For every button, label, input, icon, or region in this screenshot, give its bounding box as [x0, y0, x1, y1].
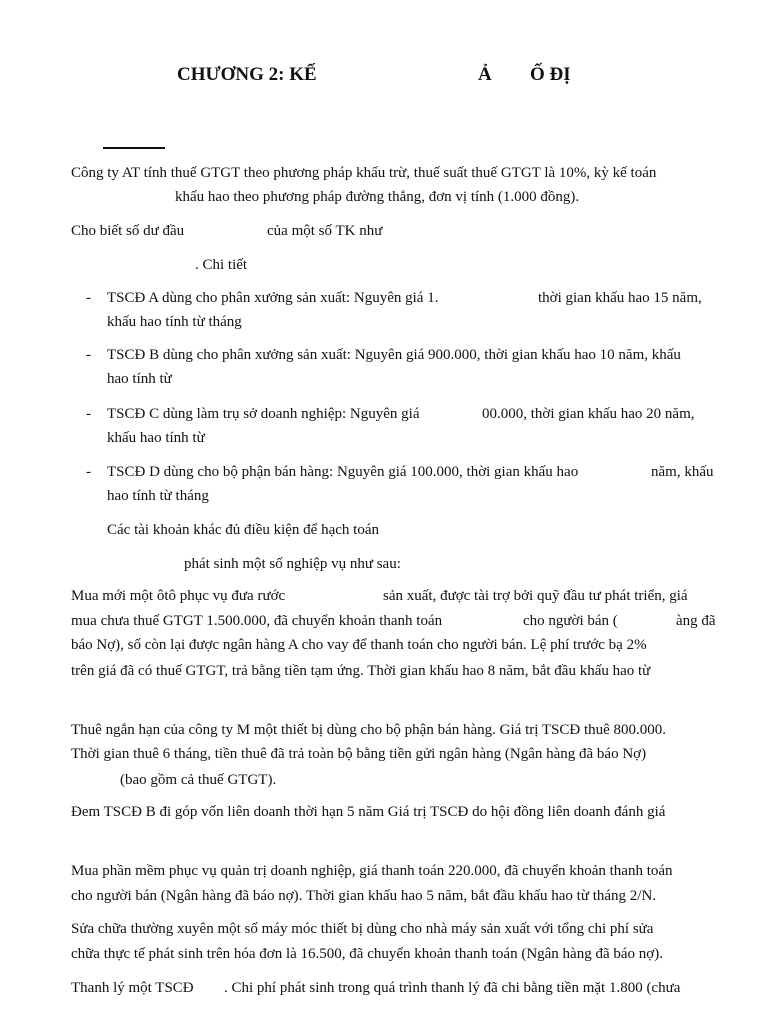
asset-a-line1a: TSCĐ A dùng cho phân xưởng sản xuất: Nguyên giá 1. [107, 290, 439, 306]
underline-rule [103, 147, 165, 149]
asset-c-dash: - [86, 406, 91, 422]
asset-d-dash: - [86, 464, 91, 480]
asset-c-line1b: 00.000, thời gian khấu hao 20 năm, [482, 406, 695, 422]
op6-line1b: . Chi phí phát sinh trong quá trình thanh lý đã chi bằng tiền mặt 1.800 (chưa [224, 980, 681, 996]
other-accounts: Các tài khoản khác đủ điều kiện để hạch toán [107, 522, 379, 538]
op1-line2a: mua chưa thuế GTGT 1.500.000, đã chuyển khoản thanh toán [71, 613, 443, 629]
intro-line-2: khấu hao theo phương pháp đường thẳng, đơn vị tính (1.000 đồng). [175, 189, 580, 205]
asset-b-line1: TSCĐ B dùng cho phân xưởng sản xuất: Nguyên giá 900.000, thời gian khấu hao 10 năm, khấu [107, 347, 681, 363]
op3-line1: Đem TSCĐ B đi góp vốn liên doanh thời hạn 5 năm Giá trị TSCĐ do hội đồng liên doanh đánh giá [71, 804, 666, 820]
balance-text-2: của một số TK như [267, 223, 383, 239]
op6-line1a: Thanh lý một TSCĐ [71, 980, 194, 996]
op2-line2: Thời gian thuê 6 tháng, tiền thuê đã trả toàn bộ bằng tiền gửi ngân hàng (Ngân hàng đã báo Nợ) [71, 746, 647, 762]
op1-line4: trên giá đã có thuế GTGT, trả bằng tiền tạm ứng. Thời gian khấu hao 8 năm, bắt đầu khấu hao từ [71, 663, 651, 679]
asset-a-line2: khấu hao tính từ tháng [107, 314, 242, 330]
asset-d-line1a: TSCĐ D dùng cho bộ phận bán hàng: Nguyên giá 100.000, thời gian khấu hao [107, 464, 579, 480]
asset-c-line2: khấu hao tính từ [107, 430, 205, 446]
op1-line1a: Mua mới một ôtô phục vụ đưa rước [71, 588, 286, 604]
op4-line2: cho người bán (Ngân hàng đã báo nợ). Thời gian khấu hao 5 năm, bắt đầu khấu hao từ tháng 2/N. [71, 888, 657, 904]
intro-line-1: Công ty AT tính thuế GTGT theo phương pháp khấu trừ, thuế suất thuế GTGT là 10%, kỳ kế toán [71, 165, 657, 181]
op1-line1b: sản xuất, được tài trợ bởi quỹ đầu tư phát triển, giá [383, 588, 688, 604]
op5-line1: Sửa chữa thường xuyên một số máy móc thiết bị dùng cho nhà máy sản xuất với tổng chi phí sửa [71, 921, 654, 937]
chapter-title-part2: Ả [478, 64, 492, 85]
op1-line2b: cho người bán ( [523, 613, 618, 629]
op4-line1: Mua phần mềm phục vụ quản trị doanh nghiệp, giá thanh toán 220.000, đã chuyển khoản thanh toán [71, 863, 673, 879]
op2-line3: (bao gồm cả thuế GTGT). [120, 772, 277, 788]
asset-b-dash: - [86, 347, 91, 363]
asset-b-line2: hao tính từ [107, 371, 172, 387]
chapter-title-part1: CHƯƠNG 2: KẾ [177, 64, 317, 85]
op1-line2c: àng đã [676, 613, 716, 629]
asset-c-line1a: TSCĐ C dùng làm trụ sở doanh nghiệp: Nguyên giá [107, 406, 420, 422]
asset-a-dash: - [86, 290, 91, 306]
asset-a-line1b: thời gian khấu hao 15 năm, [538, 290, 702, 306]
op2-line1: Thuê ngắn hạn của công ty M một thiết bị dùng cho bộ phận bán hàng. Giá trị TSCĐ thuê 800.000. [71, 722, 667, 738]
asset-d-line2: hao tính từ tháng [107, 488, 209, 504]
balance-detail: . Chi tiết [195, 257, 248, 273]
balance-text-1: Cho biết số dư đầu [71, 223, 185, 239]
asset-d-line1b: năm, khấu [651, 464, 714, 480]
arising-intro: phát sinh một số nghiệp vụ như sau: [184, 556, 401, 572]
op5-line2: chữa thực tế phát sinh trên hóa đơn là 16.500, đã chuyển khoản thanh toán (Ngân hàng đã báo nợ). [71, 946, 663, 962]
op1-line3: báo Nợ), số còn lại được ngân hàng A cho vay để thanh toán cho người bán. Lệ phí trước bạ 2% [71, 637, 647, 653]
chapter-title-part3: Ố ĐỊ [530, 64, 571, 85]
